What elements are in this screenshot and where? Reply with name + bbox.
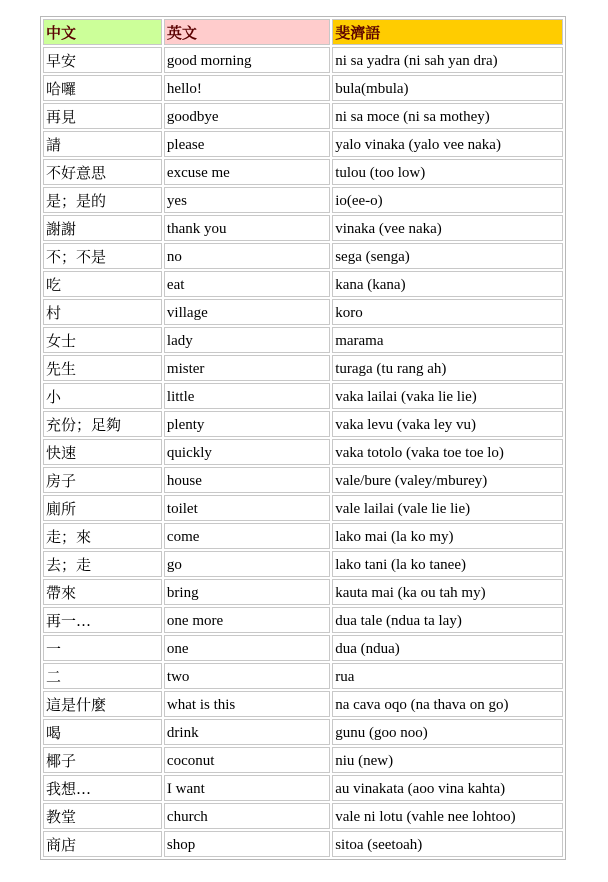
- chinese-cell: 不；不是: [43, 243, 162, 269]
- table-row: [43, 523, 563, 549]
- fijian-cell: tulou (too low): [332, 159, 563, 185]
- chinese-cell: 再見: [43, 103, 162, 129]
- table-row: [43, 747, 563, 773]
- fijian-cell: kana (kana): [332, 271, 563, 297]
- chinese-cell: 廁所: [43, 495, 162, 521]
- table-body: [43, 47, 563, 857]
- fijian-cell: turaga (tu rang ah): [332, 355, 563, 381]
- chinese-cell: 商店: [43, 831, 162, 857]
- fijian-cell: dua tale (ndua ta lay): [332, 607, 563, 633]
- english-cell: please: [164, 131, 330, 157]
- fijian-cell: vale ni lotu (vahle nee lohtoo): [332, 803, 563, 829]
- fijian-cell: dua (ndua): [332, 635, 563, 661]
- table-row: [43, 551, 563, 577]
- fijian-cell: au vinakata (aoo vina kahta): [332, 775, 563, 801]
- header-fijian: 斐濟語: [332, 19, 563, 45]
- english-cell: coconut: [164, 747, 330, 773]
- chinese-cell: 女士: [43, 327, 162, 353]
- fijian-cell: io(ee-o): [332, 187, 563, 213]
- fijian-cell: lako tani (la ko tanee): [332, 551, 563, 577]
- english-cell: eat: [164, 271, 330, 297]
- english-cell: drink: [164, 719, 330, 745]
- chinese-cell: 小: [43, 383, 162, 409]
- chinese-cell: 先生: [43, 355, 162, 381]
- english-cell: thank you: [164, 215, 330, 241]
- vocabulary-table: [40, 16, 566, 860]
- table-row: [43, 299, 563, 325]
- fijian-cell: marama: [332, 327, 563, 353]
- fijian-cell: vale lailai (vale lie lie): [332, 495, 563, 521]
- chinese-cell: 早安: [43, 47, 162, 73]
- header-english: 英文: [164, 19, 330, 45]
- english-cell: bring: [164, 579, 330, 605]
- table-row: [43, 495, 563, 521]
- table-row: [43, 75, 563, 101]
- chinese-cell: 這是什麼: [43, 691, 162, 717]
- chinese-cell: 走；來: [43, 523, 162, 549]
- fijian-cell: niu (new): [332, 747, 563, 773]
- chinese-cell: 喝: [43, 719, 162, 745]
- fijian-cell: na cava oqo (na thava on go): [332, 691, 563, 717]
- chinese-cell: 二: [43, 663, 162, 689]
- table-row: [43, 663, 563, 689]
- chinese-cell: 快速: [43, 439, 162, 465]
- fijian-cell: ni sa yadra (ni sah yan dra): [332, 47, 563, 73]
- chinese-cell: 是；是的: [43, 187, 162, 213]
- chinese-cell: 椰子: [43, 747, 162, 773]
- chinese-cell: 房子: [43, 467, 162, 493]
- chinese-cell: 哈囉: [43, 75, 162, 101]
- chinese-cell: 請: [43, 131, 162, 157]
- english-cell: plenty: [164, 411, 330, 437]
- english-cell: mister: [164, 355, 330, 381]
- table-row: [43, 355, 563, 381]
- fijian-cell: lako mai (la ko my): [332, 523, 563, 549]
- chinese-cell: 我想…: [43, 775, 162, 801]
- fijian-cell: vaka totolo (vaka toe toe lo): [332, 439, 563, 465]
- table-row: [43, 327, 563, 353]
- fijian-cell: vaka levu (vaka ley vu): [332, 411, 563, 437]
- chinese-cell: 村: [43, 299, 162, 325]
- chinese-cell: 教堂: [43, 803, 162, 829]
- english-cell: no: [164, 243, 330, 269]
- chinese-cell: 一: [43, 635, 162, 661]
- table-row: [43, 243, 563, 269]
- fijian-cell: koro: [332, 299, 563, 325]
- english-cell: shop: [164, 831, 330, 857]
- table-row: [43, 635, 563, 661]
- fijian-cell: sitoa (seetoah): [332, 831, 563, 857]
- table-row: [43, 215, 563, 241]
- table-row: [43, 579, 563, 605]
- table-row: [43, 831, 563, 857]
- chinese-cell: 充份；足夠: [43, 411, 162, 437]
- fijian-cell: vale/bure (valey/mburey): [332, 467, 563, 493]
- fijian-cell: ni sa moce (ni sa mothey): [332, 103, 563, 129]
- fijian-cell: rua: [332, 663, 563, 689]
- english-cell: one: [164, 635, 330, 661]
- table-header-row: [43, 19, 563, 45]
- english-cell: excuse me: [164, 159, 330, 185]
- table-row: [43, 803, 563, 829]
- chinese-cell: 去；走: [43, 551, 162, 577]
- table-row: [43, 383, 563, 409]
- english-cell: yes: [164, 187, 330, 213]
- fijian-cell: yalo vinaka (yalo vee naka): [332, 131, 563, 157]
- english-cell: good morning: [164, 47, 330, 73]
- fijian-cell: vinaka (vee naka): [332, 215, 563, 241]
- table-row: [43, 411, 563, 437]
- english-cell: come: [164, 523, 330, 549]
- fijian-cell: bula(mbula): [332, 75, 563, 101]
- chinese-cell: 吃: [43, 271, 162, 297]
- english-cell: village: [164, 299, 330, 325]
- fijian-cell: sega (senga): [332, 243, 563, 269]
- table-row: [43, 439, 563, 465]
- english-cell: little: [164, 383, 330, 409]
- table-row: [43, 719, 563, 745]
- chinese-cell: 謝謝: [43, 215, 162, 241]
- table-row: [43, 131, 563, 157]
- fijian-cell: vaka lailai (vaka lie lie): [332, 383, 563, 409]
- table-row: [43, 47, 563, 73]
- table-row: [43, 159, 563, 185]
- table-row: [43, 467, 563, 493]
- english-cell: lady: [164, 327, 330, 353]
- english-cell: I want: [164, 775, 330, 801]
- english-cell: goodbye: [164, 103, 330, 129]
- chinese-cell: 不好意思: [43, 159, 162, 185]
- english-cell: toilet: [164, 495, 330, 521]
- chinese-cell: 再一…: [43, 607, 162, 633]
- chinese-cell: 帶來: [43, 579, 162, 605]
- english-cell: quickly: [164, 439, 330, 465]
- table-row: [43, 691, 563, 717]
- fijian-cell: kauta mai (ka ou tah my): [332, 579, 563, 605]
- english-cell: two: [164, 663, 330, 689]
- table-row: [43, 187, 563, 213]
- english-cell: what is this: [164, 691, 330, 717]
- english-cell: hello!: [164, 75, 330, 101]
- english-cell: house: [164, 467, 330, 493]
- table-row: [43, 103, 563, 129]
- header-chinese: 中文: [43, 19, 162, 45]
- table-row: [43, 607, 563, 633]
- english-cell: church: [164, 803, 330, 829]
- table-row: [43, 775, 563, 801]
- english-cell: go: [164, 551, 330, 577]
- table-row: [43, 271, 563, 297]
- fijian-cell: gunu (goo noo): [332, 719, 563, 745]
- english-cell: one more: [164, 607, 330, 633]
